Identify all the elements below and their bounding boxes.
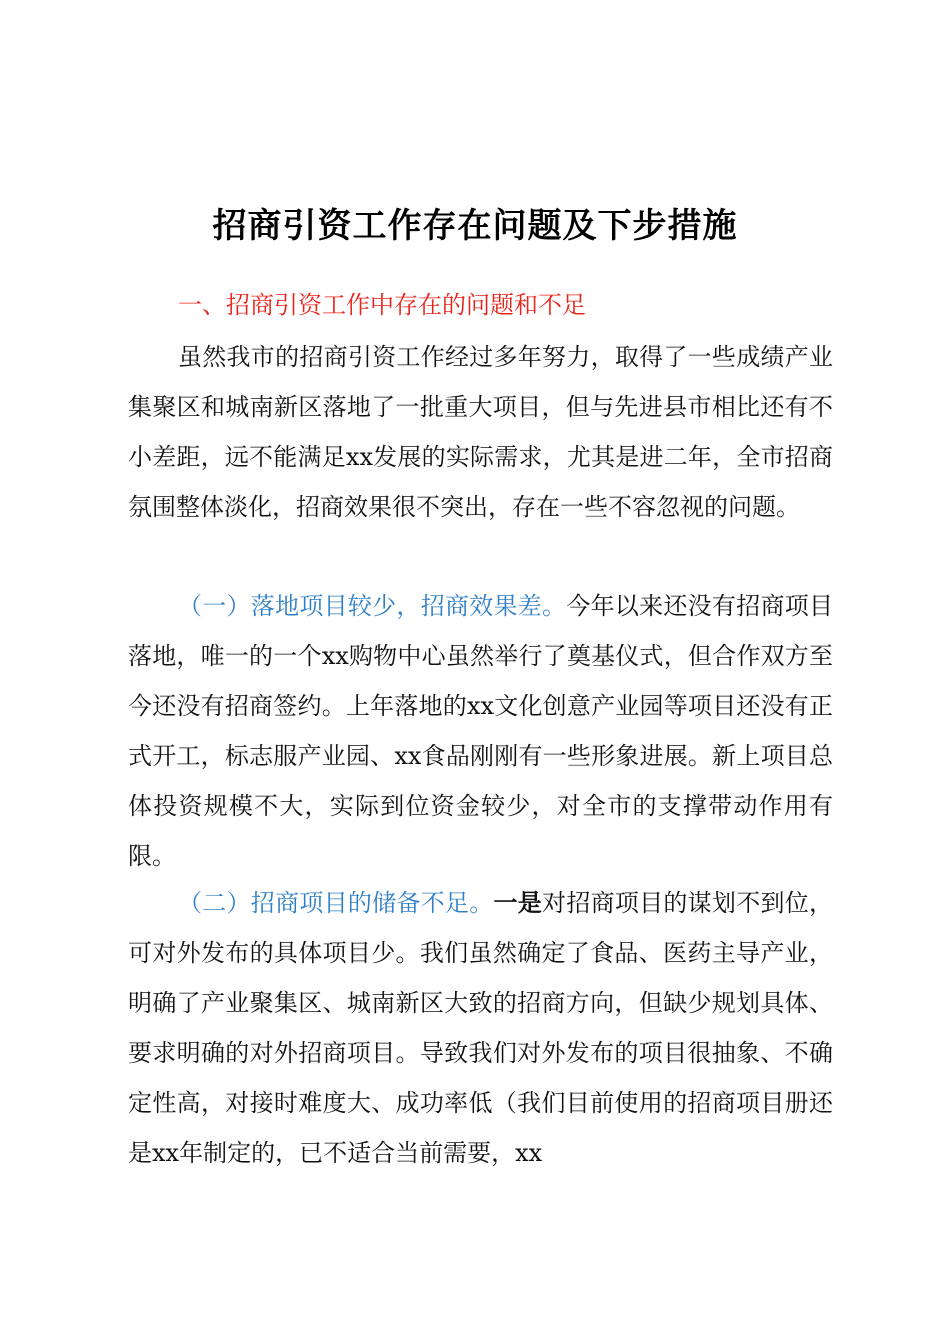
section-heading-problems: 一、招商引资工作中存在的问题和不足 — [178, 291, 586, 319]
paragraph-few-projects — [128, 581, 833, 881]
document-title: 招商引资工作存在问题及下步措施 — [212, 206, 738, 246]
subsection-heading-insufficient-reserve: （二）招商项目的储备不足。 — [178, 889, 494, 917]
paragraph-intro: 虽然我市的招商引资工作经过多年努力，取得了一些成绩产业集聚区和城南新区落地了一批重大项目，但与先进县市相比还有不小差距，远不能满足xx发展的实际需求，尤其是进二年，全市招商氛围整体淡化，招商效果很不突出，存在一些不容忽视的问题。 — [128, 343, 833, 521]
paragraph-insufficient-reserve-body: 对招商项目的谋划不到位，可对外发布的具体项目少。我们虽然确定了食品、医药主导产业，明确了产业聚集区、城南新区大致的招商方向，但缺少规划具体、要求明确的对外招商项目。导致我们对外发布的项目很抽象、不确定性高，对接时难度大、成功率低（我们目前使用的招商项目册还是xx年制定的，已不适合当前需要，xx — [128, 889, 834, 1167]
paragraph-few-projects-body: 今年以来还没有招商项目落地，唯一的一个xx购物中心虽然举行了奠基仪式，但合作双方至今还没有招商签约。上年落地的xx文化创意产业园等项目还没有正式开工，标志服产业园、xx食品刚刚有一些形象进展。新上项目总体投资规模不大，实际到位资金较少，对全市的支撑带动作用有限。 — [128, 592, 834, 870]
subsection-heading-few-projects: （一）落地项目较少，招商效果差。 — [178, 592, 567, 620]
paragraph-insufficient-reserve — [128, 878, 833, 1178]
emphasis-first-point: 一是 — [493, 889, 543, 917]
